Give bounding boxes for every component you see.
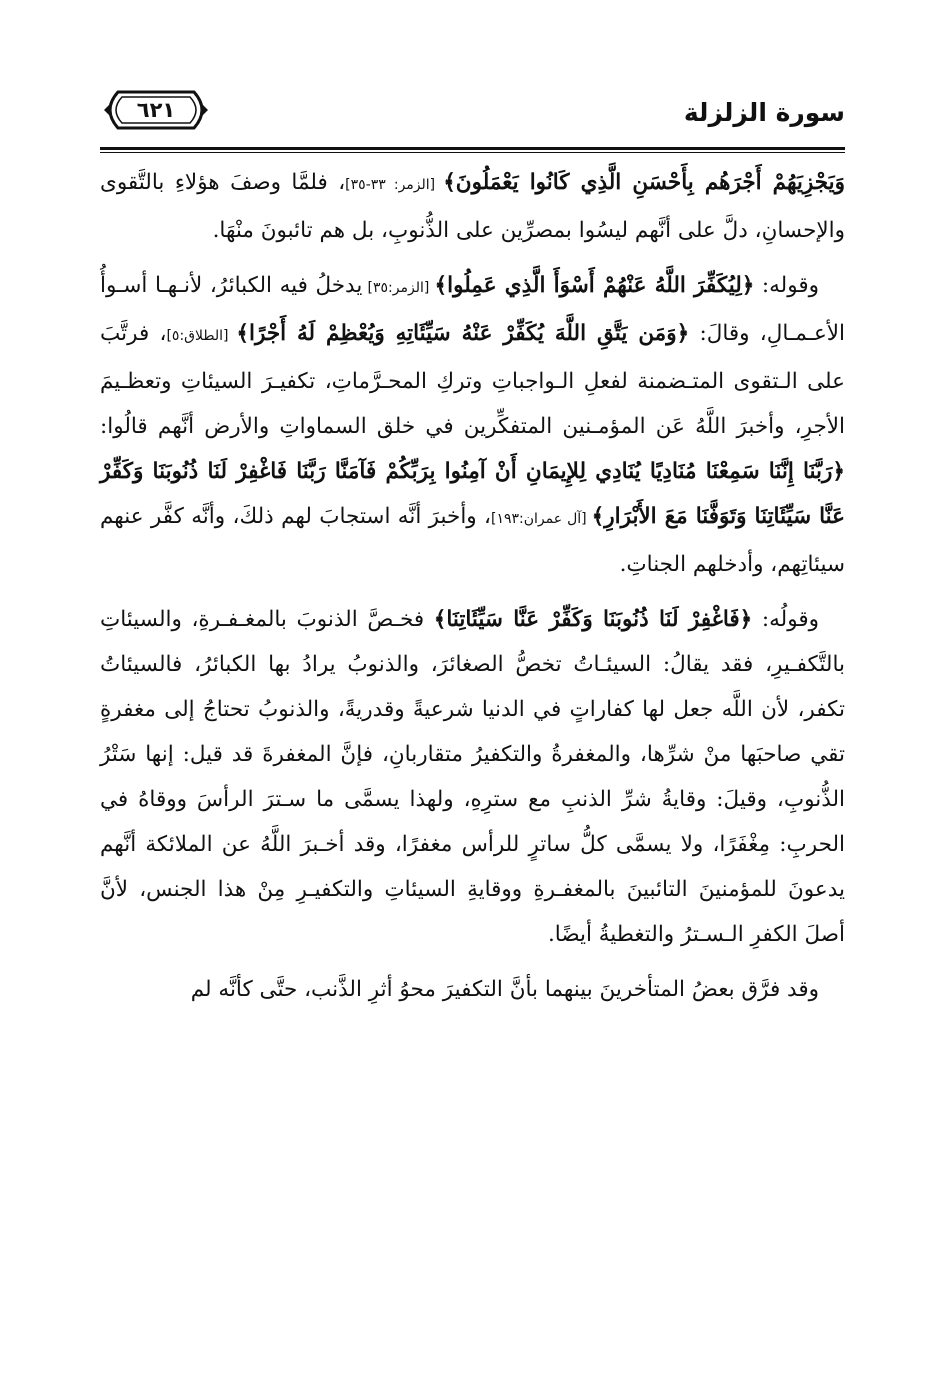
header-divider-thick — [100, 147, 845, 150]
verse-reference: [آل عمران:١٩٣] — [491, 511, 592, 527]
paragraph-text: وقولُه: — [752, 607, 819, 632]
page-number-cartouche — [100, 88, 212, 132]
paragraph — [100, 160, 845, 253]
verse-reference: [الطلاق:٥] — [166, 328, 237, 344]
quran-verse: ﴿فَاغْفِرْ لَنَا ذُنُوبَنَا وَكَفِّرْ عَنَّا سَيِّئَاتِنَا﴾ — [433, 607, 753, 632]
surah-title: سورة الزلزلة — [683, 98, 845, 127]
paragraph-text: وقد فرَّق بعضُ المتأخرينَ بينهما بأنَّ التكفيرَ محوُ أثرِ الذَّنب، حتَّى كأنَّه لم — [190, 977, 819, 1002]
paragraph — [100, 967, 845, 1012]
paragraph-text: وقوله: — [754, 273, 820, 298]
paragraph-text: ، فلمَّا وصفَ هؤلاءِ بالتَّقوى والإحسانِ، دلَّ على أنَّهم ليسُوا بمصرِّين على الذُّنوبِ، بل هم تائبونَ منْهَا. — [100, 170, 845, 243]
quran-verse: ﴿لِيُكَفِّرَ اللَّهُ عَنْهُمْ أَسْوَأَ الَّذِي عَمِلُوا﴾ — [434, 273, 755, 298]
header-divider-thin — [100, 152, 845, 153]
paragraph-text: يدخلُ فيه الكبائرُ، لأنـهـا أسـوأُ الأعـمـالِ، وقالَ: — [100, 273, 846, 346]
quran-verse: وَيَجْزِيَهُمْ أَجْرَهُم بِأَحْسَنِ الَّذِي كَانُوا يَعْمَلُونَ﴾ — [443, 170, 845, 195]
paragraph-text: فخـصَّ الذنوبَ بالمغـفـرةِ، والسيئاتِ بالتَّكفـيرِ، فقد يقالُ: السيئـاتُ تخصُّ الصغائرَ، والذنوبُ يرادُ بها الكبائرُ، فالسيئاتُ تكفر، لأن اللَّه جعل لها كفاراتٍ في الدنيا شرعيةً وقدريةً، والذنوبُ تحتاجُ إلى مغفرةٍ تقي صاحبَها منْ شرِّها، والمغفرةُ والتكفيرُ متقاربانِ، فإنَّ المغفرةَ قد قيل: إنها سَتْرُ الذُّنوبِ، وقيلَ: وقايةُ شرِّ الذنبِ مع سترِهِ، ولهذا يسمَّى ما سـترَ الرأسَ ووقاهُ في الحربِ: مِغْفَرًا، ولا يسمَّى كلُّ ساترٍ للرأس مغفرًا، وقد أخـبرَ اللَّهُ عن الملائكة أنَّهم يدعونَ للمؤمنينَ التائبينَ بالمغفـرةِ ووقايةِ السيئاتِ والتكفيـرِ مِنْ هذا الجنس، لأنَّ أصلَ الكفرِ الـسـترُ والتغطيةُ أيضًا. — [100, 607, 845, 947]
paragraph — [100, 597, 845, 957]
quran-verse: ﴿رَبَّنَا إِنَّنَا سَمِعْنَا مُنَادِيًا يُنَادِي لِلإِيمَانِ أَنْ آمِنُوا بِرَبِّكُمْ فَآمَنَّا رَبَّنَا فَاغْفِرْ لَنَا ذُنُوبَنَا وَكَفِّرْ عَنَّا سَيِّئَاتِنَا وَتَوَفَّنَا مَعَ الأَبْرَارِ﴾ — [100, 459, 845, 529]
verse-reference: [الزمر: ٣٣-٣٥] — [345, 177, 444, 193]
paragraph-text: ، وأخبرَ أنَّه استجابَ لهم ذلكَ، وأنَّه كفَّر عنهم سيئاتِهم، وأدخلهم الجناتِ. — [100, 504, 845, 577]
quran-verse: ﴿وَمَن يَتَّقِ اللَّهَ يُكَفِّرْ عَنْهُ سَيِّئَاتِهِ وَيُعْظِمْ لَهُ أَجْرًا﴾ — [236, 321, 690, 346]
body-text — [100, 160, 845, 1022]
verse-reference: [الزمر:٣٥] — [362, 280, 435, 296]
page-number: ٦٢١ — [136, 98, 176, 122]
page-header — [100, 88, 845, 146]
paragraph — [100, 263, 845, 587]
paragraph-text: ، فرتَّبَ على الـتقوى المتـضمنة لفعلِ الـواجباتِ وتركِ المحـرَّماتِ، تكفيـرَ السيئاتِ وتعظـيمَ الأجرِ، وأخبرَ اللَّهُ عَن المؤمـنين المتفكِّرين في خلق السماواتِ والأرض أنَّهم قالُوا: — [100, 321, 845, 439]
